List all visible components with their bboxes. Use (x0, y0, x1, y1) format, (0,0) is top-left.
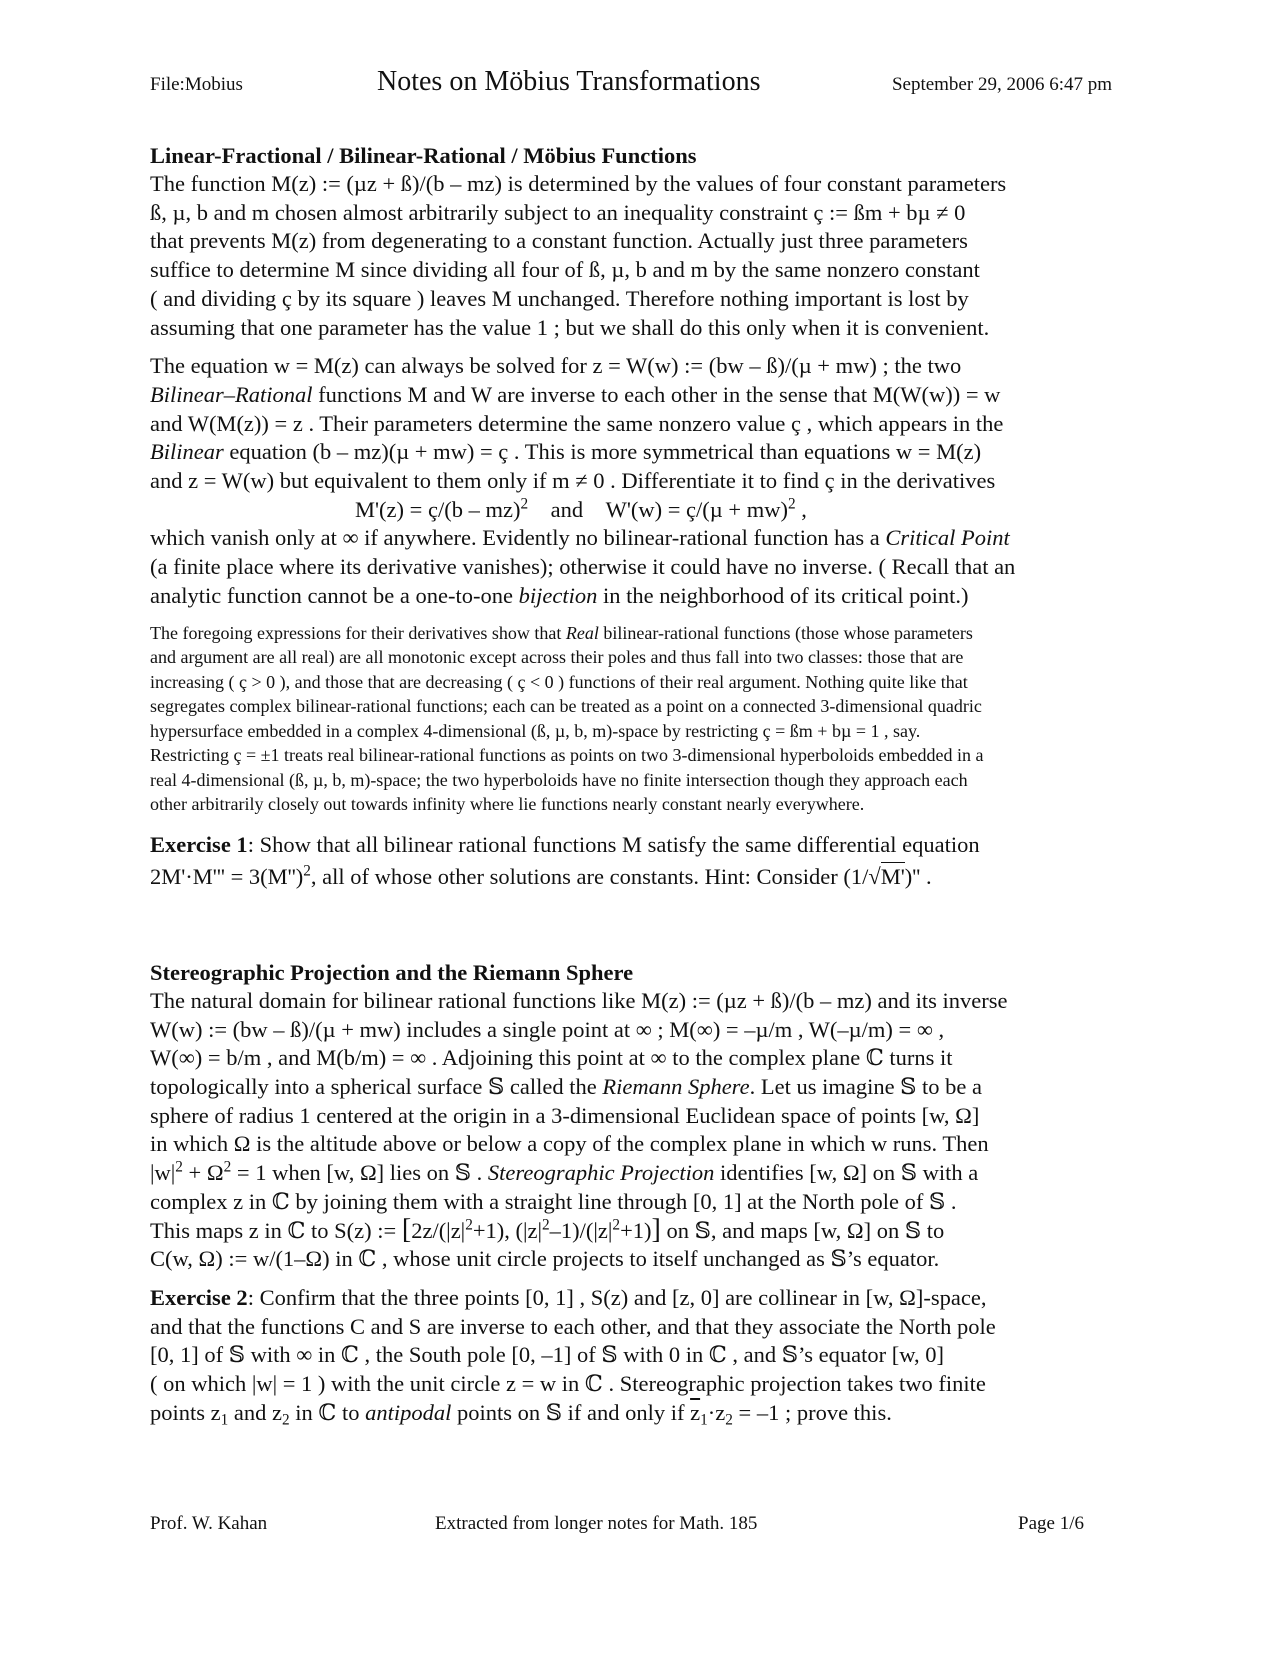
text-line: W(∞) = b/m , and M(b/m) = ∞ . Adjoining this point at ∞ to the complex plane ℂ turns it (150, 1045, 953, 1071)
italic-term: Real (565, 622, 599, 643)
exercise-label: Exercise 2 (150, 1284, 248, 1310)
header-title: Notes on Möbius Transformations (377, 66, 761, 97)
section1-title: Linear-Fractional / Bilinear-Rational / Möbius Functions (150, 143, 697, 168)
text-line: real 4-dimensional (ß, µ, b, m)-space; the two hyperboloids have no finite intersection though they approach each (150, 769, 968, 790)
page-footer (150, 1513, 1084, 1543)
header-file: File:Mobius (150, 74, 243, 95)
text-line: Exercise 1: Show that all bilinear rational functions M satisfy the same differential equation (150, 831, 980, 857)
section1-paragraph1 (150, 170, 1124, 342)
text-line: hypersurface embedded in a complex 4-dimensional (ß, µ, b, m)-space by restricting ç = ßm + bµ = 1 , say. (150, 720, 921, 741)
italic-term: Bilinear (150, 439, 224, 465)
text-line: in which Ω is the altitude above or below a copy of the complex plane in which w runs. Then (150, 1131, 989, 1157)
text-line: Restricting ç = ±1 treats real bilinear-rational functions as points on two 3-dimensional hyperboloids embedded in a (150, 745, 984, 766)
text-line: complex z in ℂ by joining them with a straight line through [0, 1] at the North pole of 𝕊 . (150, 1188, 957, 1214)
text-line: ß, µ, b and m chosen almost arbitrarily subject to an inequality constraint ç := ßm + bµ ≠ 0 (150, 199, 966, 225)
text-line: (a finite place where its derivative vanishes); otherwise it could have no inverse. ( Recall that an (150, 554, 1016, 580)
text-line: W(w) := (bw – ß)/(µ + mw) includes a single point at ∞ ; M(∞) = –µ/m , W(–µ/m) = ∞ , (150, 1016, 945, 1042)
text-line: sphere of radius 1 centered at the origin in a 3-dimensional Euclidean space of points [w, Ω] (150, 1102, 980, 1128)
text-line: segregates complex bilinear-rational functions; each can be treated as a point on a connected 3-dimensional quadric (150, 696, 982, 717)
footer-note: Extracted from longer notes for Math. 185 (435, 1513, 758, 1534)
text-line: increasing ( ç > 0 ), and those that are decreasing ( ç < 0 ) functions of their real argument. Nothing quite like that (150, 671, 968, 692)
document-body (150, 141, 1124, 1428)
text-line: The foregoing expressions for their derivatives show that Real bilinear-rational functions (those whose parameters (150, 622, 973, 643)
footer-author: Prof. W. Kahan (150, 1513, 268, 1534)
text-line: $2M'\cdot M''' = 3(M'')^2$, all of whose other solutions are constants. Hint: Consider (1/√M')'' . (150, 862, 932, 890)
text-line: ( on which |w| = 1 ) with the unit circle z = w in ℂ . Stereographic projection takes two finite (150, 1371, 986, 1397)
text-line: $|w|^2 + \Omega^2 = 1$ when [w, Ω] lies on 𝕊 . Stereographic Projection identifies [w, Ω] on 𝕊 with a (150, 1158, 979, 1186)
text-line: topologically into a spherical surface 𝕊 called the Riemann Sphere. Let us imagine 𝕊 to be a (150, 1074, 983, 1100)
derivative-equation: M'(z) = ç/(b – mz)$^2$ and W'(w) = ç/(µ + mw)$^2$ , (355, 495, 807, 522)
text-line: points $z_1$ and $z_2$ in ℂ to antipodal points on 𝕊 if and only if $\overline{z}_1\cdot z_2 = -1$ ; prove this. (150, 1399, 892, 1429)
italic-term: bijection (518, 582, 598, 608)
text-line: C(w, Ω) := w/(1–Ω) in ℂ , whose unit circle projects to itself unchanged as 𝕊’s equator. (150, 1246, 940, 1272)
text-line: that prevents M(z) from degenerating to a constant function. Actually just three parameters (150, 228, 968, 254)
text-line: and z = W(w) but equivalent to them only if m ≠ 0 . Differentiate it to find ç in the derivatives (150, 468, 996, 494)
section1-small-paragraph (150, 621, 1124, 817)
text-line: The natural domain for bilinear rational functions like M(z) := (µz + ß)/(b – mz) and its inverse (150, 987, 1008, 1013)
text-line: and W(M(z)) = z . Their parameters determine the same nonzero value ç , which appears in the (150, 410, 1004, 436)
text-line: suffice to determine M since dividing all four of ß, µ, b and m by the same nonzero constant (150, 257, 980, 283)
exercise-2 (150, 1284, 1124, 1428)
italic-term: antipodal (365, 1399, 452, 1425)
text-line: The function M(z) := (µz + ß)/(b – mz) is determined by the values of four constant parameters (150, 171, 1007, 196)
italic-term: Riemann Sphere (602, 1074, 750, 1100)
text-line: ( and dividing ç by its square ) leaves M unchanged. Therefore nothing important is lost by (150, 285, 969, 311)
text-line: Bilinear equation (b – mz)(µ + mw) = ç . This is more symmetrical than equations w = M(z) (150, 439, 982, 465)
text-line: and argument are all real) are all monotonic except across their poles and thus fall into two classes: those that are (150, 647, 964, 668)
text-line: Bilinear–Rational functions M and W are inverse to each other in the sense that M(W(w)) = w (150, 381, 1001, 407)
text-line: assuming that one parameter has the value 1 ; but we shall do this only when it is convenient. (150, 314, 990, 340)
section1-paragraph2 (150, 352, 1124, 610)
exercise-1 (150, 831, 1124, 892)
italic-term: Stereographic Projection (487, 1160, 715, 1186)
text-line: which vanish only at ∞ if anywhere. Evidently no bilinear-rational function has a Critical Point (150, 525, 1010, 551)
italic-term: Critical Point (885, 525, 1010, 551)
text-line: This maps z in ℂ to S(z) := [$2z/(|z|^2+1)$, $(|z|^2-1)/(|z|^2+1)$] on 𝕊, and maps [w, Ω] on 𝕊 to (150, 1213, 945, 1245)
text-line: The equation w = M(z) can always be solved for z = W(w) := (bw – ß)/(µ + mw) ; the two (150, 353, 962, 379)
text-line: other arbitrarily closely out towards infinity where lie functions nearly constant nearly everywhere. (150, 794, 865, 815)
header-date: September 29, 2006 6:47 pm (891, 74, 1112, 95)
exercise-label: Exercise 1 (150, 831, 248, 857)
text-line: Exercise 2: Confirm that the three points [0, 1] , S(z) and [z, 0] are collinear in [w, Ω]-space, (150, 1284, 987, 1310)
section2-paragraph1 (150, 987, 1124, 1274)
text-line: analytic function cannot be a one-to-one bijection in the neighborhood of its critical point.) (150, 582, 969, 608)
text-line: [0, 1] of 𝕊 with ∞ in ℂ , the South pole [0, –1] of 𝕊 with 0 in ℂ , and 𝕊’s equator [w, 0] (150, 1342, 945, 1368)
page-header (150, 66, 1112, 102)
text-line: and that the functions C and S are inverse to each other, and that they associate the North pole (150, 1313, 996, 1339)
footer-page-number: Page 1/6 (1018, 1513, 1084, 1534)
italic-term: Bilinear–Rational (150, 381, 313, 407)
section2-title: Stereographic Projection and the Riemann Sphere (150, 959, 634, 985)
